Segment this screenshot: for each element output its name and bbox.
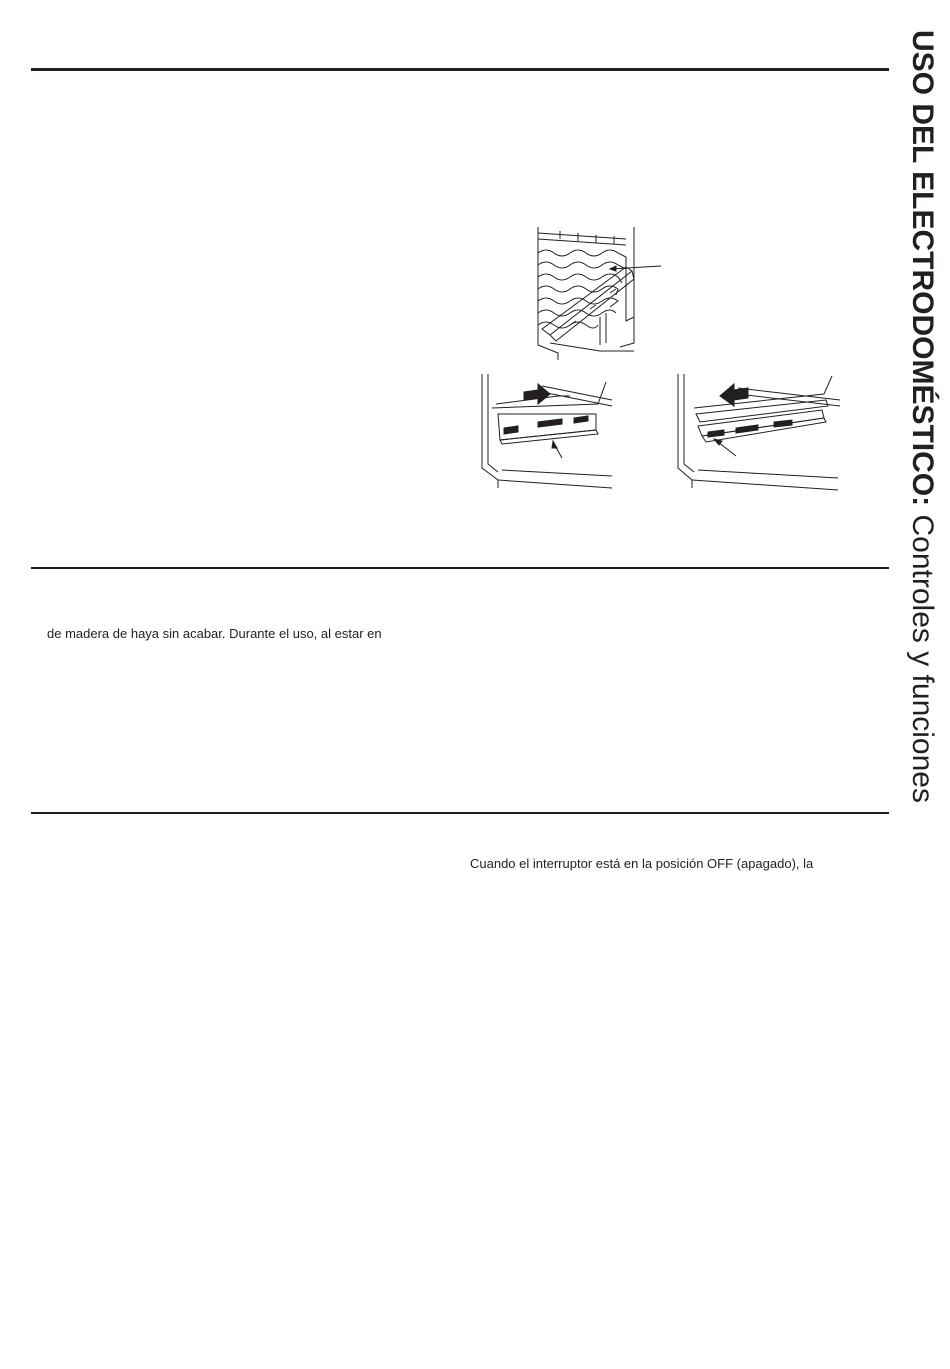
section-divider-bottom [31, 812, 889, 814]
paragraph-line-1: de madera de haya sin acabar. Durante el uso, al estar en [47, 626, 382, 641]
section-divider-middle [31, 567, 889, 569]
shelf-rail-slide-in-illustration [478, 374, 614, 492]
shelf-rail-slide-out-illustration [674, 374, 840, 492]
section-title-bold: USO DEL ELECTRODOMÉSTICO: [906, 30, 939, 507]
paragraph-line-2: Cuando el interruptor está en la posición OFF (apagado), la [470, 856, 814, 871]
page-section-title [902, 30, 942, 930]
section-title-light: Controles y funciones [906, 514, 939, 803]
section-divider-top [31, 68, 889, 71]
wine-rack-shelf-illustration [530, 225, 670, 365]
